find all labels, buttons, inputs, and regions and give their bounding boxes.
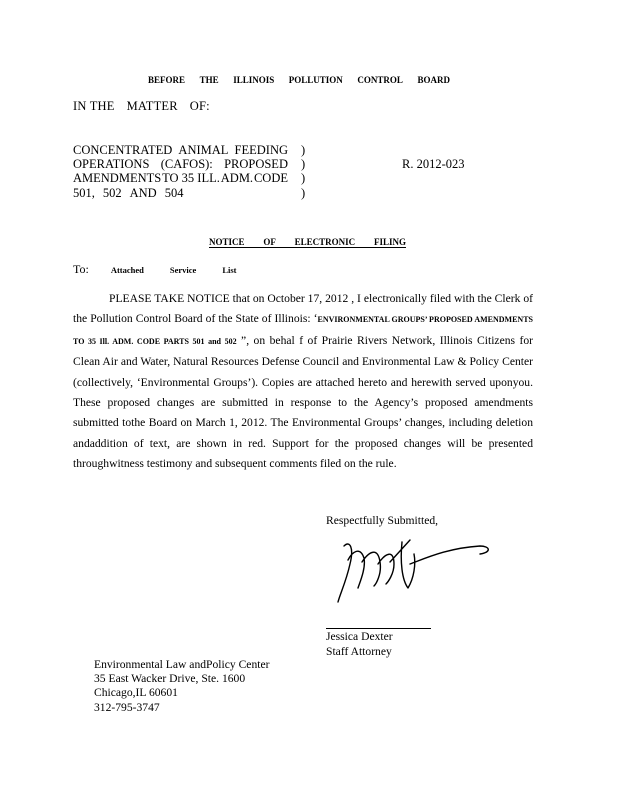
document-title-reference: ENVIRONMENTAL GROUPS’ PROPOSED AMENDMENTS TO 35 Ill. ADM. CODE PARTS 501 and 502 — [73, 315, 533, 346]
to-label: To: — [73, 262, 89, 276]
docket-number: R. 2012-023 — [402, 157, 465, 171]
signature-line — [326, 628, 431, 629]
body-paragraph: PLEASE TAKE NOTICE that on October 17, 2012 , I electronically filed with the Clerk of the Pollution Control Board of the State of Illinois: ‘ENVIRONMENTAL GROUPS’ PROPOSED AMENDMENTS TO 35 Ill. ADM. CODE PARTS 501 and 502 ”, on behal f of Prairie Rivers Network, Illinois Citizens for Clean Air and Water, Natural Resources Defense Council and Environmental Law & Policy Center (collectively, ‘Environmental Groups’). Copies are attached hereto and herewith served uponyou. These proposed changes are submitted in response to the Agency’s proposed amendments submitted tothe Board on March 1, 2012. The Environmental Groups’ changes, including deletion andaddition of text, are shown in red. Support for the proposed changes will be presented throughwitness testimony and subsequent comments filed on the rule. — [73, 292, 534, 471]
signer-block — [326, 630, 393, 659]
address-block — [94, 658, 269, 715]
address-line: Environmental Law andPolicy Center — [94, 658, 270, 671]
caption-line: OPERATIONS (CAFOS): PROPOSED — [73, 157, 288, 172]
in-the-matter-of: IN THE MATTER OF: — [73, 99, 210, 113]
address-line: 35 East Wacker Drive, Ste. 1600 — [94, 672, 246, 686]
to-line — [73, 262, 237, 277]
signer-name: Jessica Dexter — [326, 630, 393, 643]
address-line: Chicago,IL 60601 — [94, 686, 178, 700]
case-caption — [73, 143, 288, 200]
signature-image — [330, 528, 495, 613]
signer-title: Staff Attorney — [326, 644, 392, 658]
board-heading — [148, 75, 450, 85]
caption-parentheses: ) ) ) ) — [301, 143, 306, 200]
caption-line: CONCENTRATED ANIMAL FEEDING — [73, 143, 288, 157]
heading-word: ILLINOIS — [233, 75, 275, 85]
closing: Respectfully Submitted, — [326, 514, 439, 527]
heading-word: BOARD — [417, 75, 450, 85]
service-list-reference: Attached Service List — [110, 265, 237, 275]
heading-word: POLLUTION — [288, 75, 343, 85]
heading-word: CONTROL — [357, 75, 403, 85]
heading-word: THE — [199, 75, 219, 85]
address-line: 312-795-3747 — [94, 700, 160, 714]
caption-line: 501, 502 AND 504 — [73, 185, 184, 200]
caption-line: AMENDMENTS TO 35 ILL. ADM. CODE — [73, 171, 288, 186]
heading-word: BEFORE — [148, 75, 186, 85]
notice-title: NOTICE OF ELECTRONIC FILING — [209, 237, 406, 247]
notice-body — [73, 289, 533, 475]
